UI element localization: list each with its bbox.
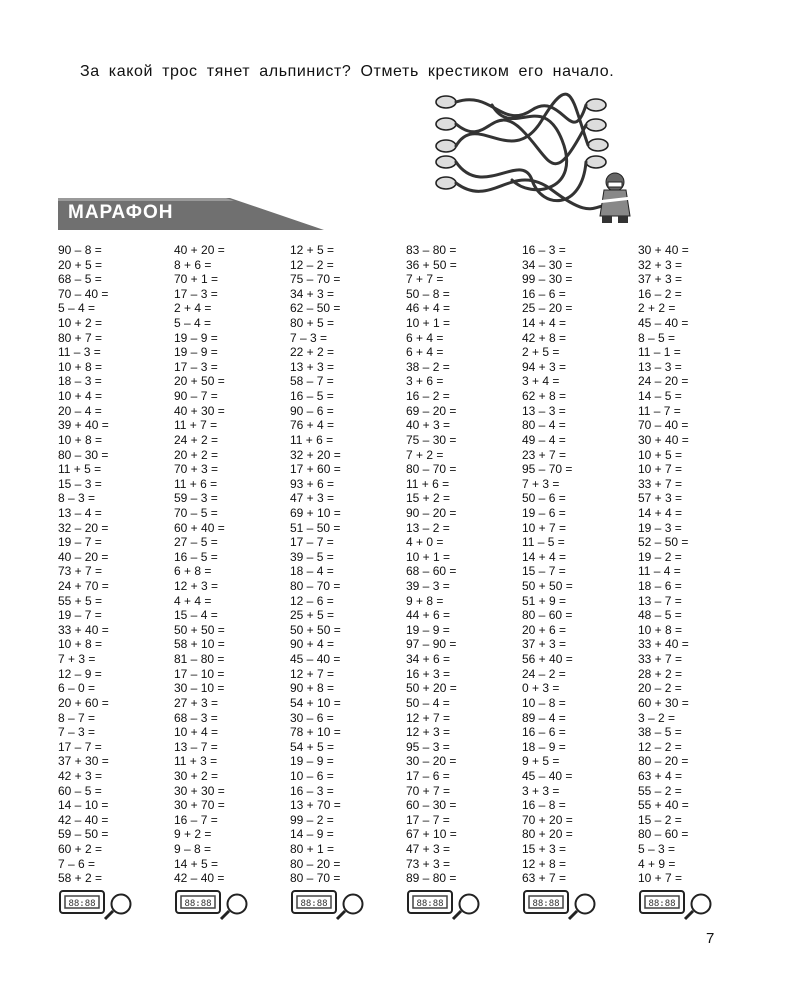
examples-column [58, 243, 174, 887]
math-example: 80 + 7 = [58, 330, 103, 345]
math-example: 13 – 7 = [174, 739, 218, 754]
math-example: 11 + 6 = [406, 476, 450, 491]
math-example: 33 + 7 = [638, 476, 683, 491]
math-example: 60 – 30 = [406, 798, 457, 813]
math-example: 12 + 5 = [290, 243, 335, 257]
math-example: 38 – 2 = [406, 359, 450, 374]
math-example: 24 + 2 = [174, 432, 219, 447]
math-example: 15 + 2 = [406, 491, 451, 506]
math-example: 14 + 4 = [522, 316, 567, 331]
math-example: 13 – 2 = [406, 520, 450, 535]
math-example: 50 + 50 = [290, 622, 341, 637]
math-example: 7 – 3 = [58, 725, 96, 740]
math-example: 7 – 6 = [58, 856, 96, 871]
rope-end-left-4 [436, 156, 456, 168]
math-example: 11 + 6 = [174, 476, 218, 491]
math-example: 37 + 30 = [58, 754, 109, 769]
math-example: 69 – 20 = [406, 403, 457, 418]
math-example: 46 + 4 = [406, 301, 451, 316]
math-example: 18 – 3 = [58, 374, 102, 389]
math-example: 40 + 3 = [406, 418, 451, 433]
math-example: 68 – 3 = [174, 710, 218, 725]
math-example: 24 – 20 = [638, 374, 689, 389]
math-example: 16 – 3 = [522, 243, 566, 257]
math-example: 10 + 4 = [58, 389, 103, 404]
rope-maze-illustration [432, 90, 642, 225]
math-example: 13 + 70 = [290, 798, 341, 813]
math-example: 52 – 50 = [638, 535, 689, 550]
math-example: 13 – 3 = [638, 359, 682, 374]
math-example: 70 + 20 = [522, 812, 573, 827]
math-example: 67 + 10 = [406, 827, 457, 842]
math-example: 56 + 40 = [522, 652, 573, 667]
stopwatch-magnifier-icon [58, 888, 136, 922]
math-example: 11 – 3 = [58, 345, 101, 360]
math-example: 2 + 4 = [174, 301, 212, 316]
math-example: 9 + 5 = [522, 754, 560, 769]
math-example: 7 + 7 = [406, 272, 444, 287]
math-example: 12 + 7 = [290, 666, 335, 681]
math-example: 17 – 3 = [174, 286, 218, 301]
math-example: 80 – 60 = [638, 827, 689, 842]
math-example: 18 – 6 = [638, 579, 682, 594]
section-title: МАРАФОН [68, 202, 174, 223]
math-example: 3 – 2 = [638, 710, 676, 725]
math-example: 30 + 70 = [174, 798, 225, 813]
math-example: 10 – 8 = [522, 695, 566, 710]
math-example: 8 – 3 = [58, 491, 96, 506]
math-example: 16 – 2 = [638, 286, 682, 301]
math-example: 15 + 3 = [522, 841, 567, 856]
math-example: 32 + 3 = [638, 257, 683, 272]
math-example: 10 + 1 = [406, 549, 451, 564]
math-example: 16 – 7 = [174, 812, 218, 827]
math-example: 30 – 10 = [174, 681, 225, 696]
math-example: 11 – 1 = [638, 345, 681, 360]
math-example: 16 – 2 = [406, 389, 450, 404]
math-example: 4 + 4 = [174, 593, 212, 608]
math-example: 13 – 3 = [522, 403, 566, 418]
math-example: 70 + 1 = [174, 272, 219, 287]
math-example: 69 + 10 = [290, 505, 341, 520]
math-example: 9 + 8 = [406, 593, 444, 608]
math-example: 3 + 3 = [522, 783, 560, 798]
math-example: 14 – 5 = [638, 389, 682, 404]
stopwatch-magnifier-icon [406, 888, 484, 922]
math-example: 47 + 3 = [406, 841, 451, 856]
math-example: 54 + 5 = [290, 739, 335, 754]
math-example: 60 + 40 = [174, 520, 225, 535]
math-example: 25 – 20 = [522, 301, 573, 316]
math-example: 6 + 8 = [174, 564, 212, 579]
math-example: 73 + 7 = [58, 564, 103, 579]
math-example: 78 + 10 = [290, 725, 341, 740]
math-example: 8 – 7 = [58, 710, 96, 725]
math-example: 42 – 40 = [58, 812, 109, 827]
math-example: 90 + 4 = [290, 637, 335, 652]
math-example: 90 – 6 = [290, 403, 334, 418]
math-example: 37 + 3 = [522, 637, 567, 652]
math-example: 12 + 7 = [406, 710, 451, 725]
math-example: 10 + 2 = [58, 316, 103, 331]
math-example: 93 + 6 = [290, 476, 335, 491]
math-example: 23 + 7 = [522, 447, 567, 462]
math-example: 75 – 70 = [290, 272, 341, 287]
math-example: 37 + 3 = [638, 272, 683, 287]
math-example: 55 + 5 = [58, 593, 103, 608]
math-example: 3 + 6 = [406, 374, 444, 389]
math-example: 20 – 4 = [58, 403, 102, 418]
math-example: 80 – 60 = [522, 608, 573, 623]
math-example: 20 + 50 = [174, 374, 225, 389]
math-example: 60 + 2 = [58, 841, 103, 856]
math-example: 17 – 7 = [406, 812, 450, 827]
math-example: 19 – 2 = [638, 549, 682, 564]
math-example: 42 + 8 = [522, 330, 567, 345]
math-example: 30 – 6 = [290, 710, 334, 725]
math-example: 20 – 2 = [638, 681, 682, 696]
math-example: 70 + 7 = [406, 783, 451, 798]
math-example: 17 – 3 = [174, 359, 218, 374]
math-example: 83 – 80 = [406, 243, 457, 257]
math-example: 70 – 5 = [174, 505, 218, 520]
math-example: 17 – 7 = [290, 535, 334, 550]
math-example: 22 + 2 = [290, 345, 335, 360]
math-example: 16 – 6 = [522, 725, 566, 740]
math-example: 38 – 5 = [638, 725, 682, 740]
rope-end-left-1 [436, 96, 456, 108]
math-example: 58 + 2 = [58, 871, 103, 886]
math-example: 10 + 7 = [638, 462, 683, 477]
math-example: 7 + 2 = [406, 447, 444, 462]
math-example: 51 + 9 = [522, 593, 567, 608]
math-example: 18 – 9 = [522, 739, 566, 754]
math-example: 34 + 6 = [406, 652, 451, 667]
examples-column [406, 243, 522, 887]
stopwatch-magnifier-icon [638, 888, 716, 922]
math-example: 16 – 5 = [174, 549, 218, 564]
math-example: 70 – 40 = [58, 286, 109, 301]
math-example: 24 + 70 = [58, 579, 109, 594]
math-example: 90 + 8 = [290, 681, 335, 696]
stopwatch-magnifier-icon [522, 888, 600, 922]
math-example: 13 – 4 = [58, 505, 102, 520]
svg-text:88:88: 88:88 [416, 899, 444, 909]
math-example: 12 + 3 = [406, 725, 451, 740]
math-example: 48 – 5 = [638, 608, 682, 623]
math-example: 15 – 7 = [522, 564, 566, 579]
math-example: 50 – 6 = [522, 491, 566, 506]
math-example: 6 – 0 = [58, 681, 96, 696]
math-example: 60 – 5 = [58, 783, 102, 798]
math-example: 5 – 3 = [638, 841, 676, 856]
math-example: 34 + 3 = [290, 286, 335, 301]
math-example: 11 + 3 = [174, 754, 218, 769]
math-example: 55 – 2 = [638, 783, 682, 798]
math-example: 11 + 6 = [290, 432, 334, 447]
math-example: 32 + 20 = [290, 447, 341, 462]
math-example: 10 + 7 = [638, 871, 683, 886]
svg-text:88:88: 88:88 [184, 899, 212, 909]
math-example: 47 + 3 = [290, 491, 335, 506]
math-example: 63 + 7 = [522, 871, 567, 886]
examples-grid [58, 243, 758, 887]
math-example: 40 + 30 = [174, 403, 225, 418]
math-example: 18 – 4 = [290, 564, 334, 579]
math-example: 20 + 6 = [522, 622, 567, 637]
math-example: 11 – 7 = [638, 403, 681, 418]
rope-end-left-2 [436, 118, 456, 130]
math-example: 14 – 9 = [290, 827, 334, 842]
rope-end-right-4 [586, 156, 606, 168]
math-example: 5 – 4 = [174, 316, 212, 331]
examples-column [174, 243, 290, 887]
math-example: 19 – 6 = [522, 505, 566, 520]
math-example: 14 + 4 = [638, 505, 683, 520]
math-example: 60 + 30 = [638, 695, 689, 710]
math-example: 10 + 5 = [638, 447, 683, 462]
math-example: 42 – 40 = [174, 871, 225, 886]
math-example: 95 – 3 = [406, 739, 450, 754]
math-example: 15 – 3 = [58, 476, 102, 491]
math-example: 7 – 3 = [290, 330, 328, 345]
math-example: 19 – 9 = [406, 622, 450, 637]
math-example: 13 + 3 = [290, 359, 335, 374]
math-example: 19 – 7 = [58, 535, 102, 550]
math-example: 59 – 50 = [58, 827, 109, 842]
math-example: 25 + 5 = [290, 608, 335, 623]
math-example: 17 – 7 = [58, 739, 102, 754]
math-example: 24 – 2 = [522, 666, 566, 681]
math-example: 62 – 50 = [290, 301, 341, 316]
math-example: 10 + 7 = [522, 520, 567, 535]
rope-end-left-3 [436, 140, 456, 152]
math-example: 20 + 2 = [174, 447, 219, 462]
math-example: 40 + 20 = [174, 243, 225, 257]
math-example: 39 – 5 = [290, 549, 334, 564]
math-example: 99 – 2 = [290, 812, 334, 827]
math-example: 17 – 10 = [174, 666, 225, 681]
math-example: 36 + 50 = [406, 257, 457, 272]
math-example: 6 + 4 = [406, 330, 444, 345]
math-example: 16 – 5 = [290, 389, 334, 404]
math-example: 10 – 6 = [290, 768, 334, 783]
math-example: 16 – 8 = [522, 798, 566, 813]
math-example: 5 – 4 = [58, 301, 96, 316]
math-example: 11 + 7 = [174, 418, 218, 433]
math-example: 95 – 70 = [522, 462, 573, 477]
math-example: 27 – 5 = [174, 535, 218, 550]
math-example: 7 + 3 = [58, 652, 96, 667]
math-example: 17 – 6 = [406, 768, 450, 783]
math-example: 55 + 40 = [638, 798, 689, 813]
math-example: 15 – 2 = [638, 812, 682, 827]
math-example: 89 – 80 = [406, 871, 457, 886]
math-example: 33 + 40 = [58, 622, 109, 637]
math-example: 62 + 8 = [522, 389, 567, 404]
math-example: 34 – 30 = [522, 257, 573, 272]
task-instruction: За какой трос тянет альпинист? Отметь крестиком его начало. [80, 63, 615, 80]
examples-column [290, 243, 406, 887]
math-example: 16 + 3 = [406, 666, 451, 681]
math-example: 10 + 8 = [58, 359, 103, 374]
math-example: 75 – 30 = [406, 432, 457, 447]
math-example: 11 – 5 = [522, 535, 565, 550]
math-example: 3 + 4 = [522, 374, 560, 389]
math-example: 80 – 70 = [290, 579, 341, 594]
math-example: 44 + 6 = [406, 608, 451, 623]
math-example: 33 + 40 = [638, 637, 689, 652]
math-example: 70 – 40 = [638, 418, 689, 433]
math-example: 39 – 3 = [406, 579, 450, 594]
math-example: 68 – 5 = [58, 272, 102, 287]
math-example: 50 + 50 = [522, 579, 573, 594]
math-example: 20 + 5 = [58, 257, 103, 272]
math-example: 7 + 3 = [522, 476, 560, 491]
math-example: 58 + 10 = [174, 637, 225, 652]
math-example: 30 + 30 = [174, 783, 225, 798]
rope-end-left-5 [436, 177, 456, 189]
math-example: 80 + 20 = [522, 827, 573, 842]
stopwatch-magnifier-icon [174, 888, 252, 922]
math-example: 10 + 8 = [58, 637, 103, 652]
math-example: 16 – 6 = [522, 286, 566, 301]
math-example: 12 – 2 = [638, 739, 682, 754]
math-example: 30 – 20 = [406, 754, 457, 769]
math-example: 14 + 5 = [174, 856, 219, 871]
math-example: 19 – 7 = [58, 608, 102, 623]
math-example: 12 + 8 = [522, 856, 567, 871]
climber-figure [597, 173, 632, 223]
math-example: 28 + 2 = [638, 666, 683, 681]
math-example: 19 – 9 = [290, 754, 334, 769]
math-example: 16 – 3 = [290, 783, 334, 798]
math-example: 80 – 4 = [522, 418, 566, 433]
rope-end-right-2 [586, 119, 606, 131]
math-example: 50 – 4 = [406, 695, 450, 710]
math-example: 57 + 3 = [638, 491, 683, 506]
rope-end-right-1 [586, 99, 606, 111]
math-example: 50 + 20 = [406, 681, 457, 696]
math-example: 42 + 3 = [58, 768, 103, 783]
math-example: 80 – 70 = [290, 871, 341, 886]
math-example: 51 – 50 = [290, 520, 341, 535]
math-example: 27 + 3 = [174, 695, 219, 710]
math-example: 80 – 70 = [406, 462, 457, 477]
math-example: 81 – 80 = [174, 652, 225, 667]
math-example: 63 + 4 = [638, 768, 683, 783]
math-example: 2 + 5 = [522, 345, 560, 360]
math-example: 76 + 4 = [290, 418, 335, 433]
math-example: 45 – 40 = [522, 768, 573, 783]
math-example: 2 + 2 = [638, 301, 676, 316]
math-example: 10 + 8 = [638, 622, 683, 637]
svg-text:88:88: 88:88 [68, 899, 96, 909]
math-example: 68 – 60 = [406, 564, 457, 579]
math-example: 90 – 20 = [406, 505, 457, 520]
math-example: 12 – 6 = [290, 593, 334, 608]
math-example: 14 – 10 = [58, 798, 109, 813]
math-example: 30 + 40 = [638, 243, 689, 257]
math-example: 54 + 10 = [290, 695, 341, 710]
math-example: 10 + 8 = [58, 432, 103, 447]
math-example: 0 + 3 = [522, 681, 560, 696]
math-example: 12 – 9 = [58, 666, 102, 681]
math-example: 19 – 9 = [174, 330, 218, 345]
math-example: 58 – 7 = [290, 374, 334, 389]
rope-end-right-3 [588, 139, 608, 151]
math-example: 13 – 7 = [638, 593, 682, 608]
math-example: 4 + 9 = [638, 856, 676, 871]
math-example: 11 + 5 = [58, 462, 102, 477]
math-example: 80 – 20 = [290, 856, 341, 871]
math-example: 4 + 0 = [406, 535, 444, 550]
math-example: 49 – 4 = [522, 432, 566, 447]
math-example: 97 – 90 = [406, 637, 457, 652]
math-example: 80 – 30 = [58, 447, 109, 462]
math-example: 12 + 3 = [174, 579, 219, 594]
svg-text:88:88: 88:88 [648, 899, 676, 909]
math-example: 17 + 60 = [290, 462, 341, 477]
math-example: 40 – 20 = [58, 549, 109, 564]
math-example: 33 + 7 = [638, 652, 683, 667]
math-example: 30 + 2 = [174, 768, 219, 783]
stopwatch-magnifier-icon [290, 888, 368, 922]
examples-column [522, 243, 638, 887]
math-example: 39 + 40 = [58, 418, 109, 433]
svg-text:88:88: 88:88 [300, 899, 328, 909]
math-example: 59 – 3 = [174, 491, 218, 506]
math-example: 80 + 1 = [290, 841, 335, 856]
math-example: 50 – 8 = [406, 286, 450, 301]
math-example: 80 + 5 = [290, 316, 335, 331]
math-example: 45 – 40 = [638, 316, 689, 331]
math-example: 9 + 2 = [174, 827, 212, 842]
math-example: 94 + 3 = [522, 359, 567, 374]
math-example: 80 – 20 = [638, 754, 689, 769]
math-example: 6 + 4 = [406, 345, 444, 360]
math-example: 32 – 20 = [58, 520, 109, 535]
math-example: 10 + 4 = [174, 725, 219, 740]
math-example: 50 + 50 = [174, 622, 225, 637]
examples-column [638, 243, 754, 887]
math-example: 8 + 6 = [174, 257, 212, 272]
math-example: 15 – 4 = [174, 608, 218, 623]
math-example: 14 + 4 = [522, 549, 567, 564]
math-example: 19 – 3 = [638, 520, 682, 535]
math-example: 70 + 3 = [174, 462, 219, 477]
math-example: 30 + 40 = [638, 432, 689, 447]
page-number: 7 [706, 930, 715, 947]
math-example: 90 – 7 = [174, 389, 218, 404]
svg-text:88:88: 88:88 [532, 899, 560, 909]
math-example: 73 + 3 = [406, 856, 451, 871]
math-example: 89 – 4 = [522, 710, 566, 725]
math-example: 9 – 8 = [174, 841, 212, 856]
math-example: 90 – 8 = [58, 243, 102, 257]
math-example: 12 – 2 = [290, 257, 334, 272]
math-example: 8 – 5 = [638, 330, 676, 345]
math-example: 99 – 30 = [522, 272, 573, 287]
math-example: 45 – 40 = [290, 652, 341, 667]
math-example: 20 + 60 = [58, 695, 109, 710]
math-example: 19 – 9 = [174, 345, 218, 360]
math-example: 10 + 1 = [406, 316, 451, 331]
math-example: 11 – 4 = [638, 564, 681, 579]
